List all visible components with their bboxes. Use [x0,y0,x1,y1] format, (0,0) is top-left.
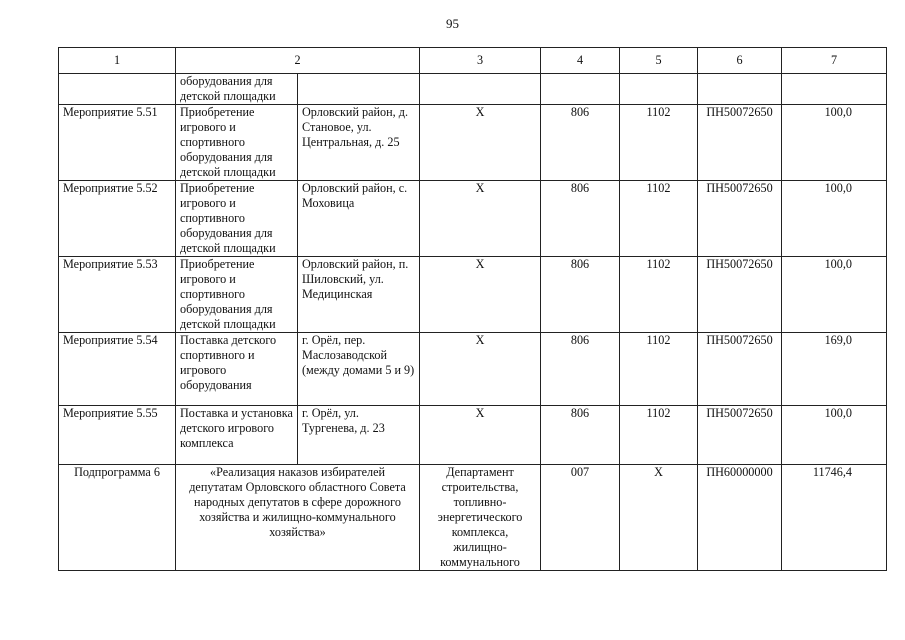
cell-col4: 806 [541,105,620,181]
cell-location: Орловский район, п. Шиловский, ул. Медицинская [298,257,420,333]
page-number: 95 [446,16,459,31]
cell-col6: ПН50072650 [698,105,782,181]
subprogram-col6: ПН60000000 [698,465,782,571]
cell-col6: ПН50072650 [698,406,782,465]
column-header: 3 [420,48,541,74]
continuation-row [59,74,887,105]
table-row [59,181,887,257]
cell-location: Орловский район, с. Моховица [298,181,420,257]
subprogram-title: «Реализация наказов избирателей депутатам Орловского областного Совета народных депутатов в сфере дорожного хозяйства и жилищно-коммунального хозяйства» [176,465,420,571]
cell-col7: 100,0 [782,181,887,257]
table-row [59,333,887,406]
cell-col3: Х [420,257,541,333]
cell-col6: ПН50072650 [698,181,782,257]
cell-col5: 1102 [620,406,698,465]
cell-col7: 100,0 [782,105,887,181]
cell-col4: 806 [541,406,620,465]
cell-col3: Х [420,333,541,406]
subprogram-col4: 007 [541,465,620,571]
subprogram-name: Подпрограмма 6 [59,465,176,571]
column-header-row [59,48,887,74]
subprogram-col5: Х [620,465,698,571]
cell-name: Мероприятие 5.55 [59,406,176,465]
budget-table [58,47,887,571]
cell-col5: 1102 [620,333,698,406]
subprogram-department: Департамент строительства, топливно-энергетического комплекса, жилищно-коммунального [420,465,541,571]
cell-location [298,74,420,105]
cell-col5: 1102 [620,257,698,333]
cell-name: Мероприятие 5.53 [59,257,176,333]
cell-col4: 806 [541,333,620,406]
cell-col7: 100,0 [782,257,887,333]
cell-col5: 1102 [620,181,698,257]
cell-col3: Х [420,406,541,465]
cell-name: Мероприятие 5.51 [59,105,176,181]
cell-description: Приобретение игрового и спортивного оборудования для детской площадки [176,257,298,333]
cell-description: Поставка детского спортивного и игрового оборудования [176,333,298,406]
cell-description: Поставка и установка детского игрового комплекса [176,406,298,465]
cell [620,74,698,105]
cell-name: Мероприятие 5.54 [59,333,176,406]
cell-location: г. Орёл, ул. Тургенева, д. 23 [298,406,420,465]
cell-col7: 169,0 [782,333,887,406]
column-header: 2 [176,48,420,74]
cell-col3: Х [420,105,541,181]
cell-name: Мероприятие 5.52 [59,181,176,257]
column-header: 4 [541,48,620,74]
subprogram-col7: 11746,4 [782,465,887,571]
column-header: 7 [782,48,887,74]
cell-location: Орловский район, д. Становое, ул. Центральная, д. 25 [298,105,420,181]
cell [59,74,176,105]
cell [541,74,620,105]
column-header: 6 [698,48,782,74]
table-row [59,105,887,181]
cell [782,74,887,105]
cell-col6: ПН50072650 [698,333,782,406]
cell-col7: 100,0 [782,406,887,465]
cell [420,74,541,105]
cell-description: Приобретение игрового и спортивного оборудования для детской площадки [176,105,298,181]
cell-col5: 1102 [620,105,698,181]
cell-col6: ПН50072650 [698,257,782,333]
cell-description: оборудования для детской площадки [176,74,298,105]
cell-col4: 806 [541,181,620,257]
cell-location: г. Орёл, пер. Маслозаводской (между домами 5 и 9) [298,333,420,406]
cell-description: Приобретение игрового и спортивного оборудования для детской площадки [176,181,298,257]
cell-col4: 806 [541,257,620,333]
table-row [59,406,887,465]
table-row [59,257,887,333]
column-header: 1 [59,48,176,74]
cell-col3: Х [420,181,541,257]
subprogram-row [59,465,887,571]
column-header: 5 [620,48,698,74]
cell [698,74,782,105]
